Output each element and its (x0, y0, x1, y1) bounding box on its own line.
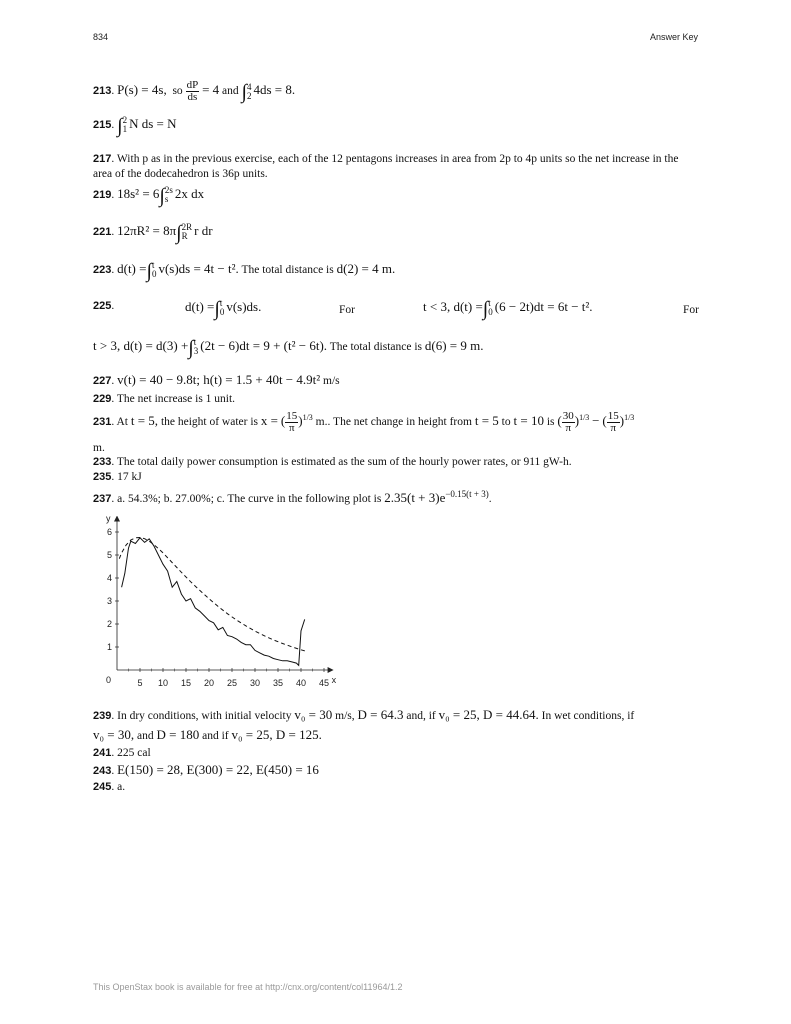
text: For (683, 304, 699, 316)
text: a. (117, 781, 126, 793)
math: 4ds = 8. (253, 82, 296, 98)
math: t = 5, (130, 412, 159, 428)
answer-245: 245. a. (93, 781, 126, 793)
answer-number: 229 (93, 393, 112, 405)
answer-241: 241. 225 cal (93, 747, 151, 759)
text: the height of water is (160, 415, 259, 428)
integral-sign: ∫ (482, 298, 489, 320)
text: The net change in height from (333, 415, 472, 428)
answer-239: 239. In dry conditions, with initial velocity v₀ = 30 m/s, D = 64.3 and, if v₀ = 25, D = 44.64. In wet conditions, if (93, 707, 635, 722)
answer-221: 221. 12πR² = 8π∫ 2R R r dr (93, 222, 213, 244)
exponent: 1/3 (579, 413, 590, 422)
math: 12πR² = 8π (117, 223, 177, 238)
math: t = 10 (513, 412, 544, 428)
x-axis-label: x (331, 675, 337, 685)
answer-number: 225 (93, 300, 112, 312)
integral-sign: ∫ (241, 81, 247, 104)
math: P(s) = 4s, (117, 82, 167, 98)
x-tick-label: 30 (249, 678, 261, 688)
x-tick-label: 15 (180, 678, 192, 688)
text: to (501, 415, 511, 428)
x-axis-arrow (328, 667, 334, 673)
decay-model-chart (93, 516, 353, 696)
page-number: 834 (93, 32, 109, 42)
math: (2t − 6)dt = 9 + (t² − 6t). (200, 338, 328, 353)
math: D = 180 (156, 727, 200, 742)
text: and (222, 85, 239, 98)
fraction: $\frac{15}{\pi}$ (286, 409, 298, 434)
text: m.. (315, 415, 331, 428)
text: a. 54.3%; b. 27.00%; c. The curve in the following plot is (117, 492, 382, 505)
text: In wet conditions, if (541, 710, 635, 722)
y-axis-label: y (106, 516, 111, 524)
math: x = (260, 412, 278, 428)
text: For (339, 304, 355, 316)
paren: ) (298, 412, 303, 428)
exponent: −0.15(t + 3) (445, 489, 489, 499)
y-tick-label: 6 (106, 527, 112, 537)
math: d(t) = (185, 299, 215, 314)
math: v₀ = 25, D = 125. (231, 727, 322, 742)
fraction: $\frac{30}{\pi}$ (562, 409, 574, 434)
answer-243: 243. E(150) = 28, E(300) = 22, E(450) = 16 (93, 762, 319, 777)
paren: ) (619, 412, 625, 428)
x-tick-label: 40 (295, 678, 307, 688)
answer-number: 245 (93, 781, 112, 793)
math: = 4 (202, 82, 220, 98)
answer-number: 231 (93, 415, 112, 428)
math: v₀ = 25, D = 44.64. (438, 707, 539, 722)
y-tick-label: 4 (106, 573, 112, 583)
model-curve (119, 538, 305, 652)
answer-217: 217. With p as in the previous exercise, each of the 12 pentagons increases in area from 2p to 4p units so the net increase in the area of the dodecahedron is 36p units. (93, 153, 679, 180)
math: v(s)ds = 4t − t². (158, 261, 239, 276)
origin-label: 0 (106, 675, 112, 685)
integral-limits: 4 2 (247, 81, 252, 101)
math: 18s² = 6 (117, 186, 160, 201)
paren: ( (602, 412, 607, 428)
x-tick-label: 20 (203, 678, 215, 688)
math: v(s)ds. (226, 299, 262, 314)
integral-sign: ∫ (146, 260, 152, 282)
answer-231: 231. At t = 5, the height of water is x = ( $\frac{15}{\pi}$ )$^{1/3}$ m.. The net change in height from t = 5 to t = 10 is ( $\frac{30}{\pi}$ )$^{1/3}$ − ( $\frac{15}{\pi}$ )$^{1/3}$ (93, 409, 635, 434)
x-tick-label: 45 (318, 678, 330, 688)
text: In dry conditions, with initial velocity (117, 710, 292, 722)
text: m. (93, 442, 105, 454)
math: E(150) = 28, E(300) = 22, E(450) = 16 (117, 762, 319, 777)
x-tick-label: 10 (157, 678, 169, 688)
answer-number: 241 (93, 747, 112, 759)
integral-sign: ∫ (159, 185, 165, 207)
answer-number: 227 (93, 375, 112, 387)
paren: ( (280, 412, 286, 428)
fraction: $\frac{dP}{ds}$ (186, 79, 199, 103)
section-title: Answer Key (649, 32, 698, 42)
answer-223: 223. d(t) =∫ t 0 v(s)ds = 4t − t². The total distance is d(2) = 4 m. (93, 260, 396, 282)
integral-sign: ∫ (176, 222, 182, 244)
y-axis-arrow (114, 516, 120, 522)
y-tick-label: 5 (106, 550, 112, 560)
answer-number: 221 (93, 226, 112, 238)
fraction: $\frac{15}{\pi}$ (607, 409, 619, 434)
answer-number: 219 (93, 189, 112, 201)
integral-limits: t 0 (151, 260, 157, 280)
math: t = 5 (474, 412, 499, 428)
y-tick-label: 2 (106, 619, 112, 629)
answer-number: 239 (93, 710, 112, 722)
math: v(t) = 40 − 9.8t; h(t) = 1.5 + 40t − 4.9t² (117, 372, 321, 387)
answer-237: 237. a. 54.3%; b. 27.00%; c. The curve in the following plot is $2.35(t + 3)e^{-0.15(t + 3)}$. (93, 489, 492, 505)
x-tick-label: 5 (137, 678, 143, 688)
text: The net increase is 1 unit. (116, 393, 236, 405)
answer-225: 225. d(t) =∫ t 0 v(s)ds. For t < 3, d(t) =∫ t 0 (6 − 2t)dt = 6t − t². For (93, 298, 699, 320)
text: 225 cal (117, 747, 151, 759)
math: d(t) = (117, 261, 147, 276)
integral-limits: t 0 (488, 298, 493, 318)
x-tick-label: 25 (226, 678, 238, 688)
answer-227: 227. v(t) = 40 − 9.8t; h(t) = 1.5 + 40t − 4.9t² m/s (93, 372, 340, 387)
math: v₀ = 30 (294, 707, 333, 722)
math: (6 − 2t)dt = 6t − t². (494, 299, 593, 314)
math: t > 3, d(t) = d(3) + (93, 338, 189, 353)
math: r dr (194, 223, 213, 238)
text: With p as in the previous exercise, each of the 12 pentagons increases in area from 2p to 4p units so the net increase in the area of the dodecahedron is 36p units. (93, 153, 679, 180)
answer-231-continued (93, 441, 699, 456)
answer-235: 235. 17 kJ (93, 471, 142, 483)
text: . (488, 492, 492, 505)
answer-239-continued (93, 727, 699, 744)
chart-ticks (107, 527, 329, 688)
paren: ) (574, 412, 580, 428)
text: so (172, 85, 183, 98)
text: 17 kJ (117, 471, 142, 483)
answer-number: 235 (93, 471, 112, 483)
paren: ( (557, 412, 562, 428)
answer-233: 233. The total daily power consumption is estimated as the sum of the hourly power rates, or 911 gW-h. (93, 456, 572, 468)
y-tick-label: 1 (106, 642, 112, 652)
text: and, if (406, 710, 436, 722)
x-tick-label: 35 (272, 678, 284, 688)
text: m/s, (335, 710, 355, 722)
math: v₀ = 30, (93, 727, 135, 742)
integral-limits: 2s s (164, 185, 173, 205)
text: m/s (323, 375, 340, 387)
integral-sign: ∫ (188, 337, 194, 359)
integral-limits: 2 1 (122, 115, 128, 135)
answer-219: 219. 18s² = 6∫ 2s s 2x dx (93, 185, 205, 207)
text: and (137, 730, 154, 742)
text: is (546, 415, 555, 428)
text: The total distance is (329, 341, 422, 353)
answer-number: 213 (93, 85, 112, 98)
math: d(6) = 9 m. (424, 338, 484, 353)
integral-sign: ∫ (117, 115, 123, 137)
answer-215: 215. ∫ 2 1 N ds = N (93, 115, 177, 137)
answer-number: 243 (93, 765, 112, 777)
math: t < 3, d(t) = (423, 299, 483, 314)
integral-limits: t 0 (219, 298, 225, 318)
answer-229: 229. The net increase is 1 unit. (93, 393, 236, 405)
answer-number: 215 (93, 119, 112, 131)
footer-text: This OpenStax book is available for free at http://cnx.org/content/col11964/1.2 (93, 982, 403, 992)
answer-213: 213. P(s) = 4s, so $\frac{dP}{ds}$ = 4 and ∫ 4 2 4ds = 8. (93, 79, 296, 104)
math: 2.35(t + 3)e (384, 489, 446, 505)
text: The total distance is (241, 264, 334, 276)
integral-sign: ∫ (214, 298, 220, 320)
answer-number: 223 (93, 264, 112, 276)
answer-225-continued (93, 337, 699, 359)
math: 2x dx (174, 186, 205, 201)
math: N ds = N (129, 116, 177, 131)
math: − (592, 412, 600, 428)
answer-number: 237 (93, 492, 112, 505)
exponent: 1/3 (624, 413, 635, 422)
text: At (116, 415, 128, 428)
text: The total daily power consumption is estimated as the sum of the hourly power rates, or 911 gW-h. (116, 456, 572, 468)
integral-limits: 2R R (181, 222, 193, 242)
answer-number: 217 (93, 153, 112, 165)
text: and if (202, 730, 229, 742)
exponent: 1/3 (302, 413, 313, 422)
math: d(2) = 4 m. (336, 261, 396, 276)
chart-series (119, 538, 305, 666)
integral-limits: t 3 (193, 337, 199, 357)
chart-axes (106, 516, 337, 685)
math: D = 64.3 (357, 707, 404, 722)
answer-number: 233 (93, 456, 112, 468)
y-tick-label: 3 (106, 596, 112, 606)
